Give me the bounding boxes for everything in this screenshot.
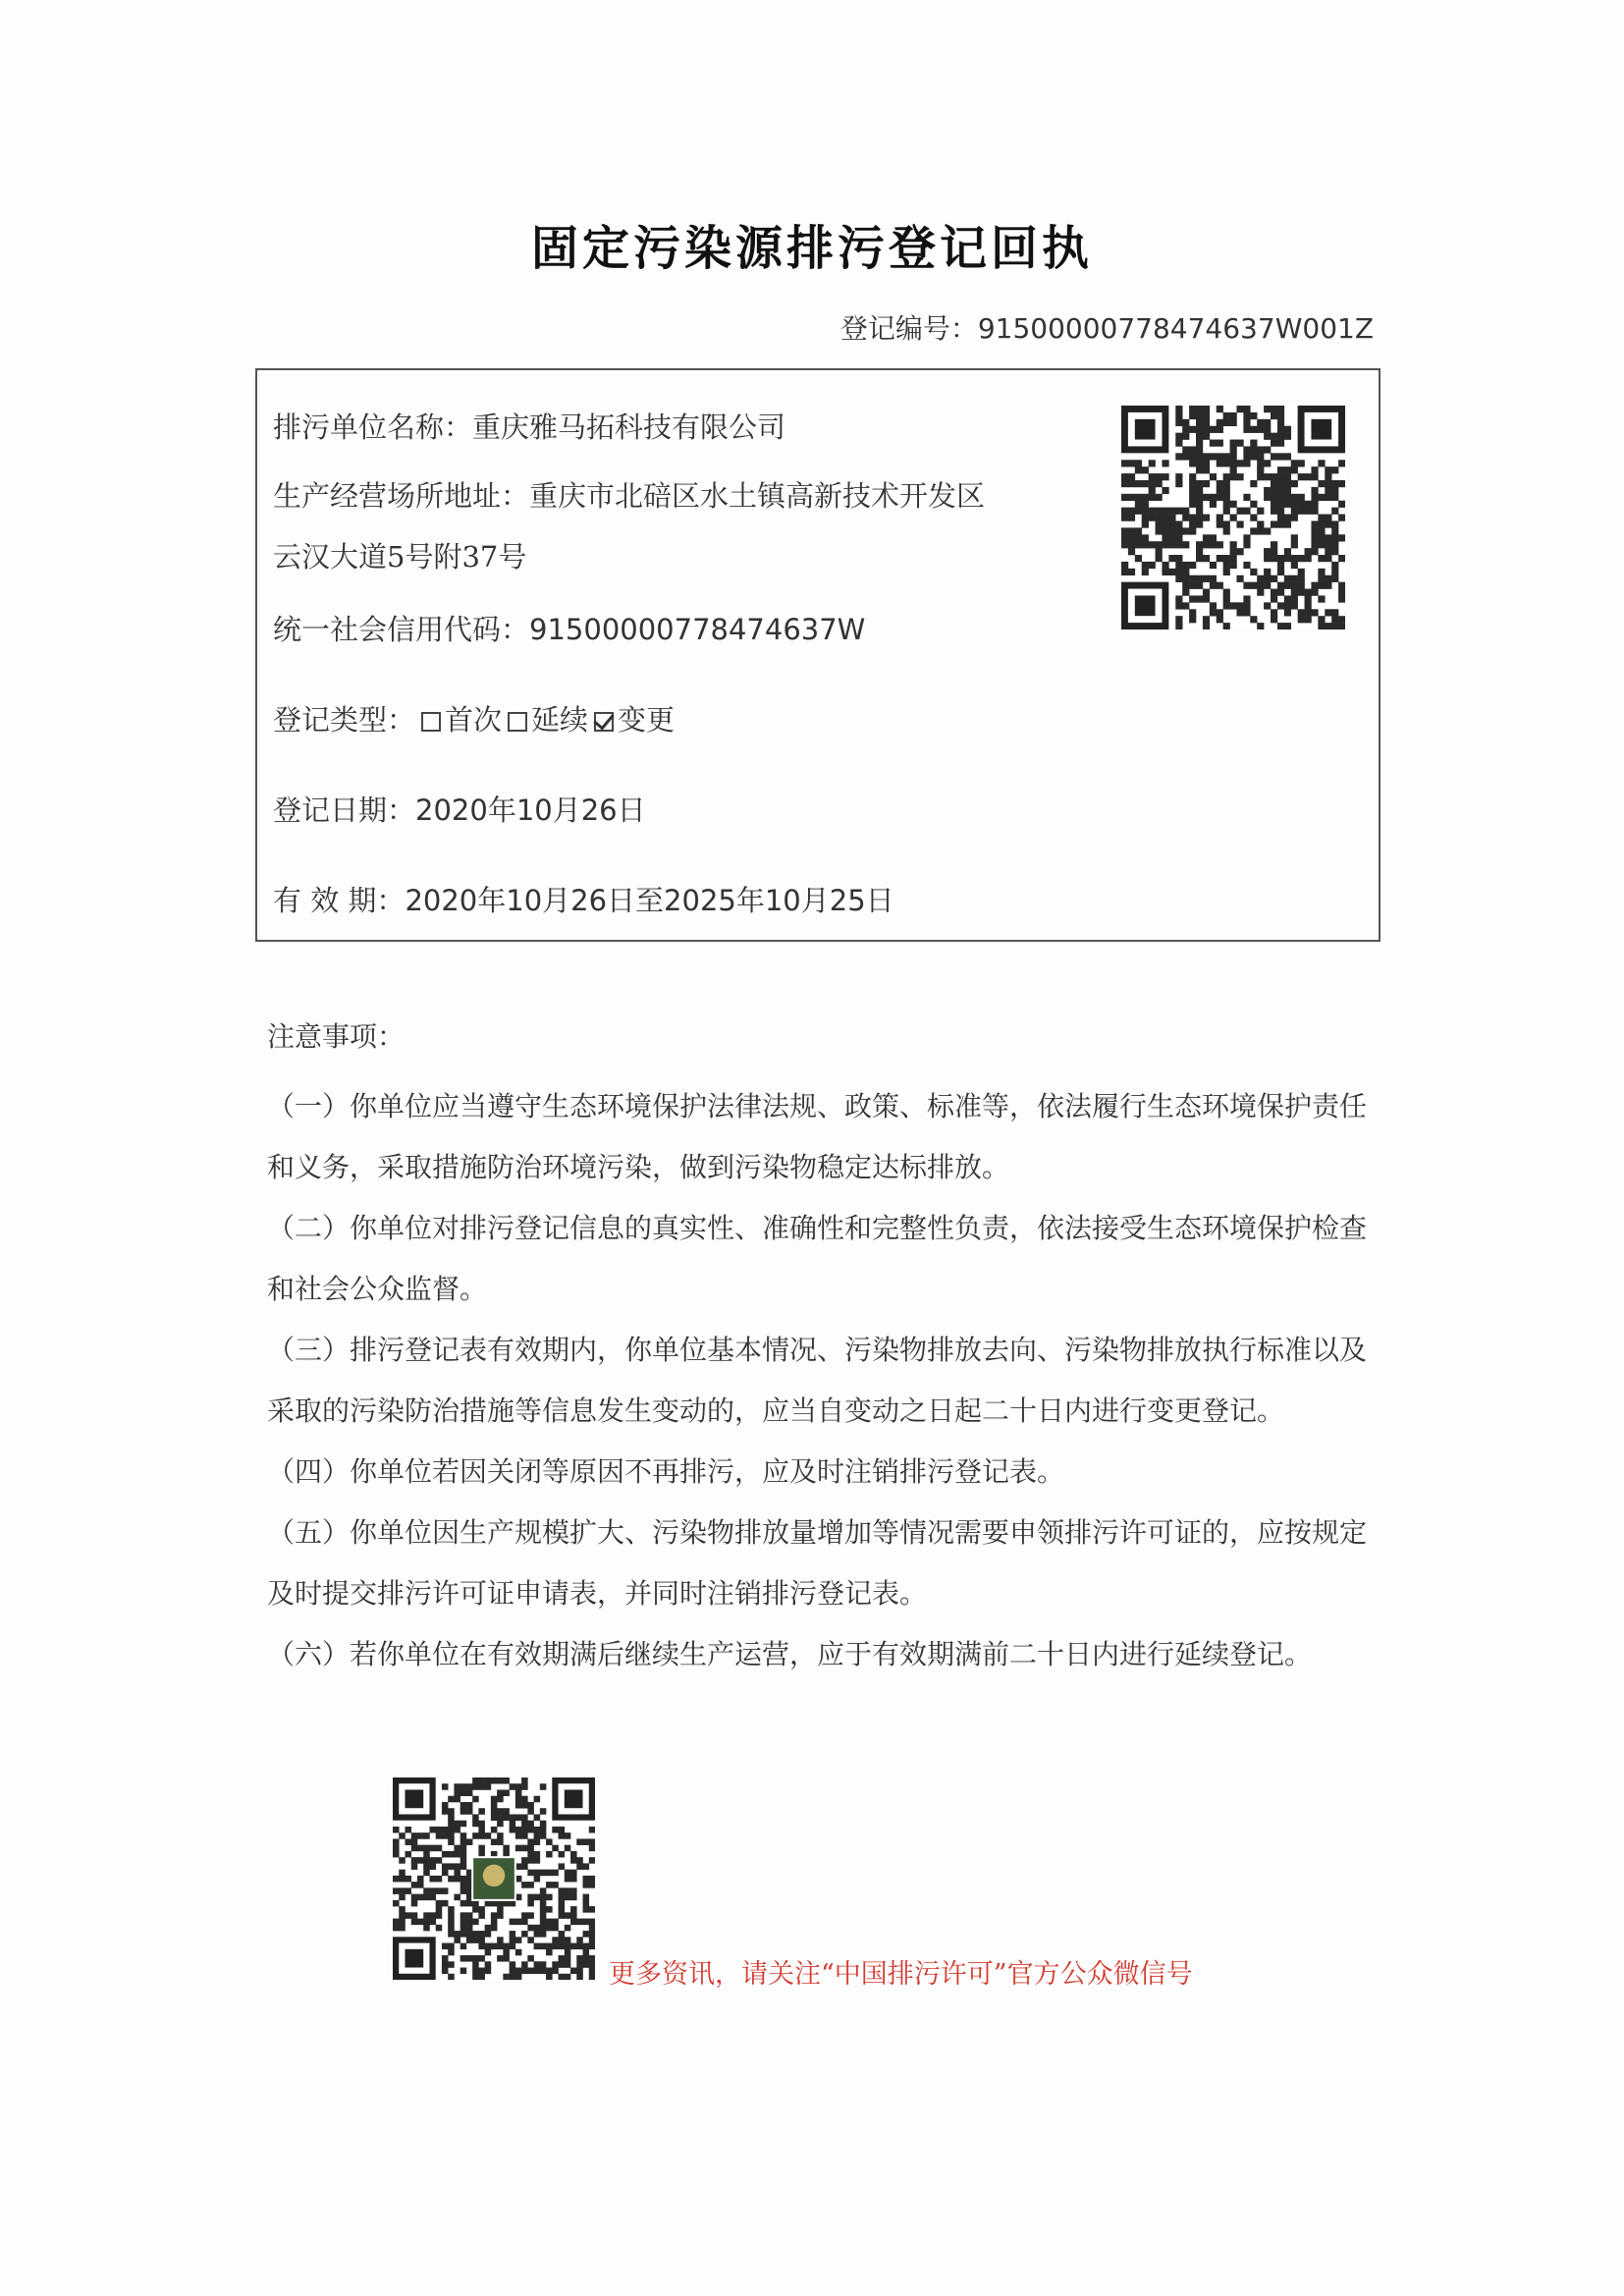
checkbox-renewal [508, 712, 527, 732]
address-line1: 重庆市北碚区水土镇高新技术开发区 [529, 479, 986, 513]
reg-type-row [273, 698, 675, 738]
address-line2: 云汉大道5号附37号 [273, 540, 527, 574]
reg-type-change: 变更 [618, 703, 676, 737]
info-box [255, 368, 1380, 942]
credit-code-row [273, 608, 865, 648]
reg-type-renewal: 延续 [531, 703, 589, 737]
note-item-1: （一）你单位应当遵守生态环境保护法律法规、政策、标准等，依法履行生态环境保护责任和义务，采取措施防治环境污染，做到污染物稳定达标排放。 [267, 1090, 1368, 1183]
note-item-2: （二）你单位对排污登记信息的真实性、准确性和完整性负责，依法接受生态环境保护检查和社会公众监督。 [267, 1212, 1368, 1305]
page-title: 固定污染源排污登记回执 [530, 221, 1093, 276]
note-item-5: （五）你单位因生产规模扩大、污染物排放量增加等情况需要申领排污许可证的，应按规定及时提交排污许可证申请表，并同时注销排污登记表。 [267, 1516, 1368, 1610]
checkbox-change [594, 712, 614, 732]
reg-date-value: 2020年10月26日 [415, 793, 646, 827]
reg-type-first: 首次 [445, 703, 503, 737]
note-item-4: （四）你单位若因关闭等原因不再排污，应及时注销排污登记表。 [267, 1455, 1065, 1488]
wechat-qr-code-icon [393, 1777, 595, 1980]
notes-section [267, 1015, 1377, 1685]
footer-wechat-note: 更多资讯，请关注“中国排污许可”官方公众微信号 [609, 1959, 1193, 1990]
validity-value: 2020年10月26日至2025年10月25日 [405, 884, 894, 917]
qr-code-icon [1121, 406, 1345, 629]
unit-name-row [273, 406, 785, 446]
note-item-6: （六）若你单位在有效期满后继续生产运营，应于有效期满前二十日内进行延续登记。 [267, 1638, 1313, 1670]
reg-type-label: 登记类型： [273, 703, 416, 737]
address-row-2 [273, 535, 526, 575]
registration-number-value: 91500000778474637W001Z [977, 312, 1374, 345]
unit-name-value: 重庆雅马拓科技有限公司 [472, 410, 786, 444]
reg-date-label: 登记日期： [273, 793, 416, 827]
address-label: 生产经营场所地址： [273, 479, 530, 513]
unit-name-label: 排污单位名称： [273, 410, 473, 444]
reg-date-row [273, 789, 646, 829]
registration-number [840, 307, 1374, 347]
checkbox-first [421, 712, 441, 732]
address-row [273, 474, 985, 515]
credit-code-label: 统一社会信用代码： [273, 613, 530, 646]
note-item-3: （三）排污登记表有效期内，你单位基本情况、污染物排放去向、污染物排放执行标准以及采取的污染防治措施等信息发生变动的，应当自变动之日起二十日内进行变更登记。 [267, 1334, 1368, 1427]
notes-heading: 注意事项： [267, 1020, 406, 1053]
registration-number-label: 登记编号： [839, 312, 978, 345]
credit-code-value: 91500000778474637W [529, 613, 866, 646]
validity-row [273, 879, 894, 919]
validity-label: 有 效 期： [273, 884, 406, 917]
